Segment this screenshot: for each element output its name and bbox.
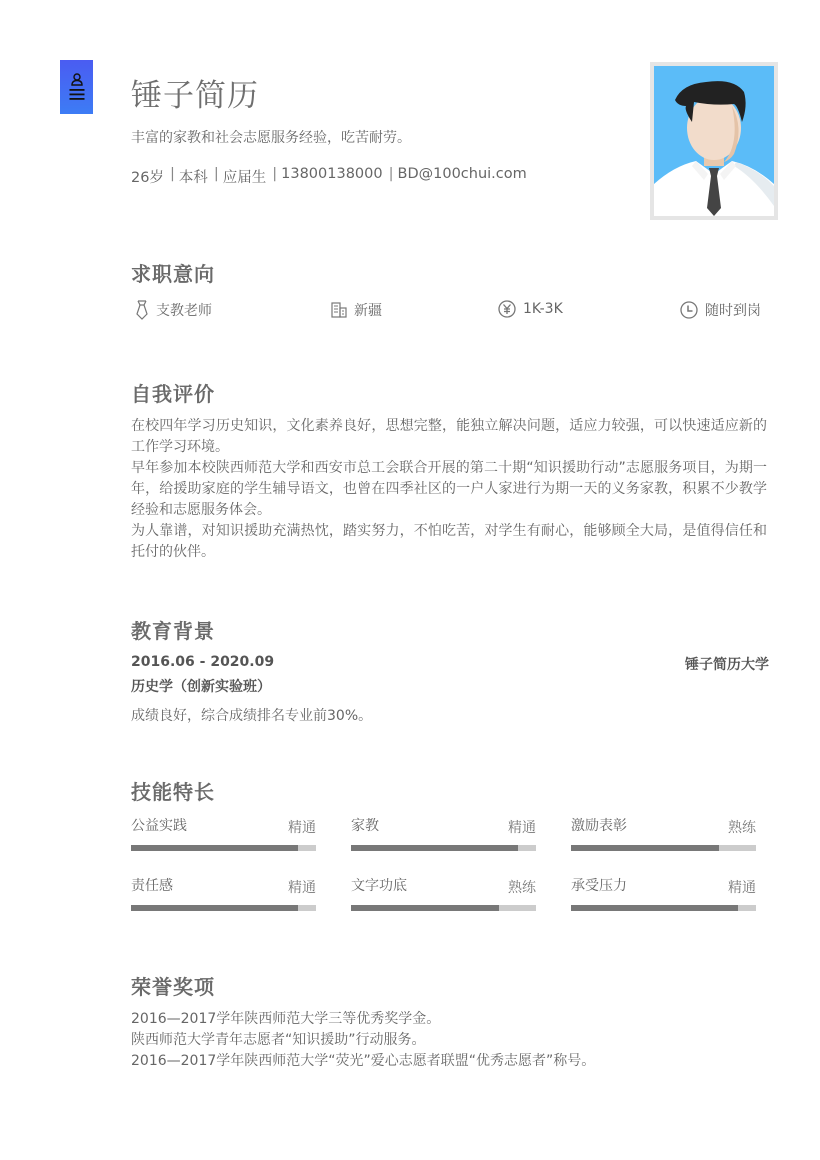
skill-level: 精通 bbox=[288, 820, 316, 836]
section-title-honors: 荣誉奖项 bbox=[131, 975, 215, 999]
phone: 13800138000 bbox=[281, 166, 383, 182]
resume-person-icon bbox=[68, 72, 86, 102]
skill-name: 责任感 bbox=[131, 878, 173, 894]
intent-position-label: 支教老师 bbox=[156, 303, 212, 319]
skill-item bbox=[351, 875, 536, 911]
intent-availability bbox=[680, 300, 761, 320]
self-eval-paragraph: 在校四年学习历史知识，文化素养良好，思想完整，能独立解决问题，适应力较强，可以快速适应新的工作学习环境。 bbox=[131, 418, 767, 455]
skill-bar-track bbox=[131, 845, 316, 851]
intent-location-label: 新疆 bbox=[354, 303, 382, 319]
education-school: 锤子简历大学 bbox=[685, 657, 769, 673]
separator: | bbox=[272, 166, 278, 182]
skill-level: 熟练 bbox=[728, 820, 756, 836]
honor-item: 2016—2017学年陕西师范大学三等优秀奖学金。 bbox=[131, 1011, 441, 1027]
skill-bar-fill bbox=[131, 905, 298, 911]
resume-name: 锤子简历 bbox=[131, 78, 259, 114]
skill-bar-track bbox=[571, 905, 756, 911]
separator: | bbox=[213, 166, 219, 182]
skill-bar-fill bbox=[351, 905, 499, 911]
tagline: 丰富的家教和社会志愿服务经验，吃苦耐劳。 bbox=[131, 130, 411, 146]
building-icon bbox=[331, 302, 347, 318]
skill-bar-fill bbox=[571, 845, 719, 851]
person-avatar-icon bbox=[654, 66, 774, 216]
skill-bar-fill bbox=[351, 845, 518, 851]
honor-item: 2016—2017学年陕西师范大学“荧光”爱心志愿者联盟“优秀志愿者”称号。 bbox=[131, 1053, 596, 1069]
email: BD@100chui.com bbox=[397, 166, 527, 182]
avatar-photo bbox=[654, 66, 774, 216]
skill-name: 文字功底 bbox=[351, 878, 407, 894]
skill-bar-fill bbox=[131, 845, 298, 851]
skill-level: 精通 bbox=[508, 820, 536, 836]
intent-availability-label: 随时到岗 bbox=[705, 303, 761, 319]
section-title-self-eval: 自我评价 bbox=[131, 382, 215, 406]
education-date: 2016.06 - 2020.09 bbox=[131, 654, 275, 670]
separator: | bbox=[169, 166, 175, 182]
skill-item bbox=[131, 815, 316, 851]
skill-level: 精通 bbox=[288, 880, 316, 896]
skill-bar-track bbox=[131, 905, 316, 911]
logo-badge bbox=[60, 60, 93, 114]
skill-item bbox=[571, 875, 756, 911]
skill-bar-track bbox=[351, 905, 536, 911]
yen-icon bbox=[498, 300, 516, 318]
profile-photo bbox=[650, 62, 778, 220]
clock-icon bbox=[680, 301, 698, 319]
job-intent-row bbox=[131, 300, 761, 322]
separator: | bbox=[388, 166, 394, 182]
skill-bar-fill bbox=[571, 905, 738, 911]
skill-item bbox=[571, 815, 756, 851]
intent-salary-label: 1K-3K bbox=[523, 301, 563, 317]
skill-name: 激励表彰 bbox=[571, 818, 627, 834]
section-title-education: 教育背景 bbox=[131, 619, 215, 643]
skill-bar-track bbox=[571, 845, 756, 851]
skill-item bbox=[351, 815, 536, 851]
section-title-intent: 求职意向 bbox=[131, 262, 215, 286]
self-eval-paragraph: 为人靠谱，对知识援助充满热忱，踏实努力，不怕吃苦，对学生有耐心，能够顾全大局，是值得信任和托付的伙伴。 bbox=[131, 523, 767, 560]
intent-position bbox=[135, 300, 212, 320]
status: 应届生 bbox=[222, 170, 267, 186]
skill-name: 家教 bbox=[351, 818, 379, 834]
basic-info bbox=[131, 166, 527, 187]
skill-name: 公益实践 bbox=[131, 818, 187, 834]
section-title-skills: 技能特长 bbox=[131, 780, 215, 804]
degree: 本科 bbox=[178, 170, 208, 186]
intent-salary bbox=[498, 300, 563, 318]
education-major: 历史学（创新实验班） bbox=[131, 679, 271, 695]
intent-location bbox=[331, 300, 382, 320]
tie-icon bbox=[135, 300, 149, 320]
skill-bar-track bbox=[351, 845, 536, 851]
age: 26岁 bbox=[131, 170, 164, 186]
honor-item: 陕西师范大学青年志愿者“知识援助”行动服务。 bbox=[131, 1032, 426, 1048]
skill-item bbox=[131, 875, 316, 911]
skill-level: 精通 bbox=[728, 880, 756, 896]
education-description: 成绩良好，综合成绩排名专业前30%。 bbox=[131, 708, 373, 724]
self-eval-paragraph: 早年参加本校陕西师范大学和西安市总工会联合开展的第二十期“知识援助行动”志愿服务项目，为期一年，给援助家庭的学生辅导语文，也曾在四季社区的一户人家进行为期一天的义务家教，积累不少教学经验和志愿服务体会。 bbox=[131, 460, 767, 518]
skill-level: 熟练 bbox=[508, 880, 536, 896]
skill-name: 承受压力 bbox=[571, 878, 627, 894]
